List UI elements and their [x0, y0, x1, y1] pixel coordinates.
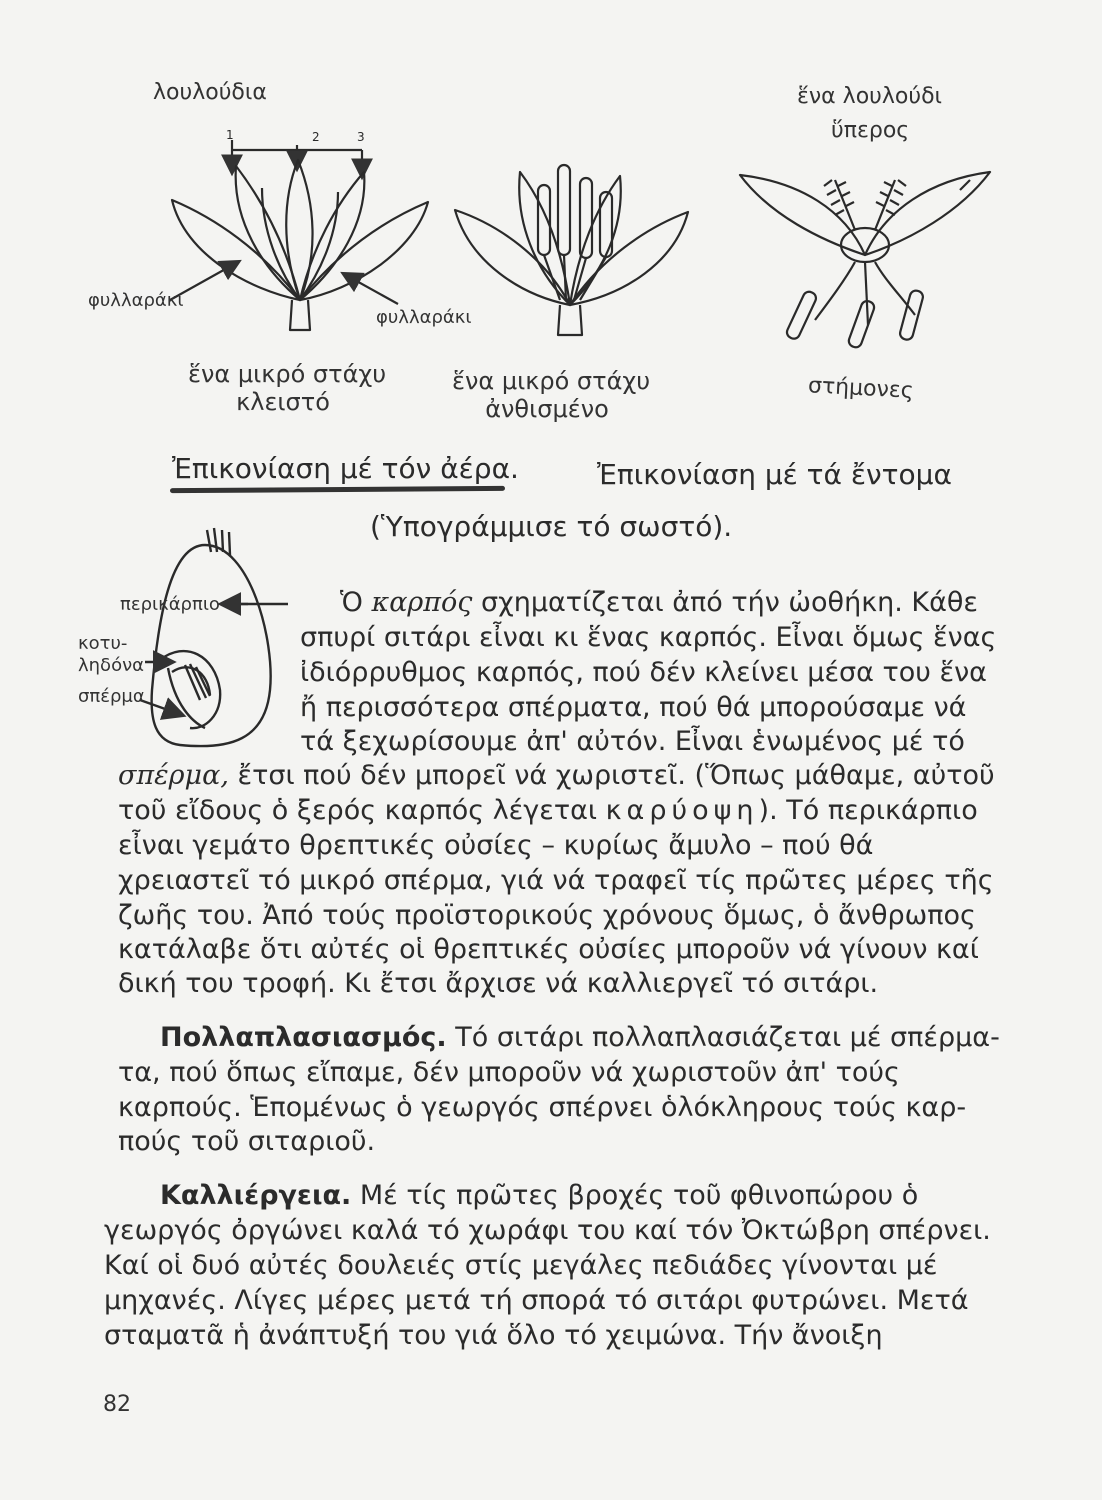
multiplication-para-line-2: τα, πού ὅπως εἴπαμε, δέν μποροῦν νά χωριστοῦν ἀπ' τούς: [118, 1057, 900, 1088]
fruit-para-line-9: χρειαστεῖ τό μικρό σπέρμα, γιά νά τραφεῖ τίς πρῶτες μέρες τῆς: [118, 865, 994, 896]
wheat-grain-drawing: [140, 528, 288, 746]
fruit-para-line-4: ἤ περισσότερα σπέρματα, πού θά μπορούσαμε νά: [300, 692, 967, 723]
choice-insects: Ἐπικονίαση μέ τά ἔντομα: [597, 458, 952, 491]
keyword-fruit: καρπός: [371, 587, 473, 618]
page-number: 82: [103, 1392, 131, 1417]
fruit-para-line-12: δική του τροφή. Κι ἔτσι ἄρχισε νά καλλιεργεῖ τό σιτάρι.: [118, 968, 879, 999]
marker-2: 2: [312, 130, 320, 144]
pistil-label: ὕπερος: [831, 118, 910, 143]
bract-label-right: φυλλαράκι: [376, 307, 472, 328]
cultivation-para-line-3: Καί οἱ δυό αὐτές δουλειές στίς μεγάλες πεδιάδες γίνονται μέ: [104, 1250, 938, 1281]
cultivation-para-line-4: μηχανές. Λίγες μέρες μετά τή σπορά τό σιτάρι φυτρώνει. Μετά: [104, 1285, 969, 1316]
fruit-para-line-2: σπυρί σιτάρι εἶναι κι ἕνας καρπός. Εἶναι ὅμως ἕνας: [300, 622, 997, 653]
closed-spikelet-label: ἕνα μικρό στάχυ κλειστό: [188, 360, 387, 416]
seed-label: σπέρμα: [78, 686, 145, 707]
multiplication-para-line-4: πούς τοῦ σιταριοῦ.: [118, 1126, 376, 1157]
single-flower-drawing: [740, 172, 990, 349]
bract-label-left: φυλλαράκι: [88, 290, 184, 311]
pericarp-label: περικάρπιο: [120, 594, 220, 615]
cultivation-para-line-1: Καλλιέργεια. Μέ τίς πρῶτες βροχές τοῦ φθινοπώρου ὁ: [160, 1180, 919, 1211]
closed-spikelet-drawing: [170, 140, 428, 330]
cultivation-para-line-5: σταματᾶ ἡ ἀνάπτυξή του γιά ὅλο τό χειμώνα. Τήν ἄνοιξη: [104, 1320, 883, 1351]
marker-1: 1: [226, 128, 234, 142]
keyword-seed: σπέρμα,: [118, 760, 229, 791]
fruit-para-line-11: κατάλαβε ὅτι αὐτές οἱ θρεπτικές οὐσίες μποροῦν νά γίνουν καί: [118, 934, 979, 965]
flowering-spikelet-drawing: [455, 165, 688, 335]
multiplication-para-line-1: Πολλαπλασιασμός. Τό σιτάρι πολλαπλασιάζεται μέ σπέρμα-: [160, 1022, 1000, 1053]
stamens-label: στήμονες: [807, 373, 915, 404]
multiplication-heading: Πολλαπλασιασμός.: [160, 1022, 447, 1053]
fruit-para-line-8: εἶναι γεμάτο θρεπτικές οὐσίες – κυρίως ἄμυλο – πού θά: [118, 830, 874, 861]
fruit-para-line-6: σπέρμα, ἔτσι πού δέν μπορεῖ νά χωριστεῖ. (Ὅπως μάθαμε, αὐτοῦ: [118, 760, 995, 791]
fruit-para-line-7: τοῦ εἴδους ὁ ξερός καρπός λέγεται καρύοψη). Τό περικάρπιο: [118, 795, 978, 826]
fruit-para-line-3: ἰδιόρρυθμος καρπός, πού δέν κλείνει μέσα του ἕνα: [300, 657, 987, 688]
fruit-para-line-5: τά ξεχωρίσουμε ἀπ' αὐτόν. Εἶναι ἑνωμένος μέ τό: [300, 726, 965, 757]
multiplication-para-line-3: καρπούς. Ἑπομένως ὁ γεωργός σπέρνει ὁλόκληρους τούς καρ-: [118, 1092, 967, 1123]
fruit-para-line-1: Ὁ καρπός σχηματίζεται ἀπό τήν ὠοθήκη. Κάθε: [340, 587, 978, 618]
fruit-para-line-10: ζωῆς του. Ἀπό τούς προϊστορικούς χρόνους ὅμως, ὁ ἄνθρωπος: [118, 900, 976, 931]
choice-instruction: (Ὑπογράμμισε τό σωστό).: [370, 510, 733, 543]
cotyledon-label: κοτυ- ληδόνα: [78, 633, 145, 676]
flowers-label: λουλούδια: [153, 80, 267, 105]
cultivation-para-line-2: γεωργός ὀργώνει καλά τό χωράφι του καί τόν Ὀκτώβρη σπέρνει.: [104, 1215, 991, 1246]
cultivation-heading: Καλλιέργεια.: [160, 1180, 352, 1211]
choice-wind: Ἐπικονίαση μέ τόν ἀέρα.: [172, 452, 519, 485]
one-flower-label: ἕνα λουλούδι: [797, 84, 942, 109]
marker-3: 3: [357, 130, 365, 144]
keyword-caryopsis: καρύοψη: [605, 795, 759, 826]
open-spikelet-label: ἕνα μικρό στάχυ ἀνθισμένο: [452, 367, 651, 423]
